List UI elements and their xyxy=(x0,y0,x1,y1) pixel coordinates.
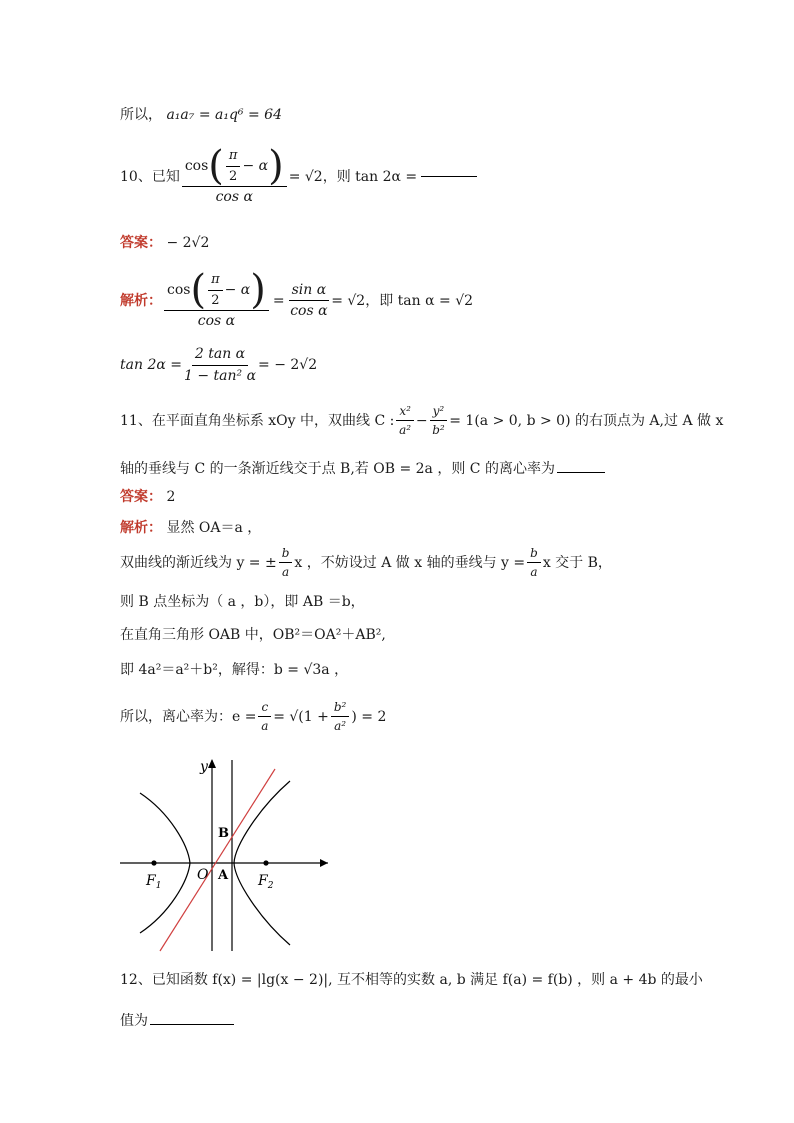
answer-10 xyxy=(120,236,209,250)
solution-11-line-6 xyxy=(120,700,386,734)
question-11-condition: = 1(a > 0, b > 0) 的右顶点为 A,过 A 做 x xyxy=(449,412,724,429)
two-denominator: 2 xyxy=(211,292,220,308)
question-10-numerator xyxy=(182,143,287,190)
b2-over-a2 xyxy=(331,700,350,734)
frac-a: a xyxy=(282,565,290,580)
question-10-mid: ，则 tan 2α = xyxy=(322,168,418,185)
question-11-text-2: 轴的垂线与 C 的一条渐近线交于点 B,若 OB = 2a ，则 C 的离心率为 xyxy=(120,461,555,477)
sqrt-open: = √(1 + xyxy=(273,708,329,725)
question-11-text: 11、在平面直角坐标系 xOy 中，双曲线 C : xyxy=(120,412,395,429)
hyperbola-figure xyxy=(110,755,335,955)
tan-double-angle-fraction xyxy=(184,346,256,385)
solution-10-fraction-1 xyxy=(164,267,269,330)
question-10-fraction xyxy=(182,143,287,206)
asymptote-text-3: x 交于 B， xyxy=(542,554,612,571)
focus-2-point xyxy=(263,860,268,865)
pi-symbol: π xyxy=(226,148,241,167)
frac-b: b xyxy=(527,546,541,563)
x2-over-a2 xyxy=(396,404,414,438)
solution-11-text-4: 在直角三角形 OAB 中，OB²＝OA²＋AB², xyxy=(120,627,386,643)
solution-10-numerator xyxy=(164,267,269,314)
question-12-line-1 xyxy=(120,973,703,987)
y2-over-b2 xyxy=(430,404,448,438)
origin-label: O xyxy=(197,867,209,883)
b-squared: b² xyxy=(432,423,445,438)
frac-a: a xyxy=(261,719,269,734)
sin-alpha: sin α xyxy=(289,282,330,302)
solution-11-line-5 xyxy=(120,663,348,677)
cos-alpha: cos α xyxy=(290,303,328,320)
y-axis-label: y xyxy=(200,759,208,775)
question-11-line-1 xyxy=(120,404,723,438)
question-11-line-2 xyxy=(120,462,605,476)
left-paren: ( xyxy=(208,143,224,190)
question-10-denominator: cos α xyxy=(215,189,253,206)
eccentricity-text: 所以，离心率为：e = xyxy=(120,708,257,725)
x-squared: x² xyxy=(396,404,414,421)
x-axis-arrow xyxy=(320,859,328,867)
equals-sign: = xyxy=(272,292,285,309)
answer-10-label: 答案： xyxy=(120,235,162,251)
solution-11-line-1 xyxy=(120,521,261,535)
intro-line xyxy=(120,108,282,122)
question-10-blank[interactable] xyxy=(421,176,477,177)
solution-10-label: 解析： xyxy=(120,292,162,309)
frac-b2: b² xyxy=(331,700,350,717)
y-squared: y² xyxy=(430,404,448,421)
question-11-blank[interactable] xyxy=(557,472,605,473)
focus-1-label: $F_1$ xyxy=(146,873,162,891)
eccentricity-result: ) = 2 xyxy=(351,708,387,725)
asymptote-text-2: x ，不妨设过 A 做 x 轴的垂线与 y = xyxy=(294,554,526,571)
solution-10 xyxy=(120,267,474,330)
question-12-text-2: 值为 xyxy=(120,1013,148,1029)
b-over-a xyxy=(527,546,541,580)
question-12-text: 12、已知函数 f(x) = |lg(x − 2)|, 互不相等的实数 a, b 满足 f(a) = f(b) ，则 a + 4b 的最小 xyxy=(120,972,703,988)
cos-label: cos xyxy=(184,157,209,174)
question-10 xyxy=(120,143,477,206)
question-12-blank[interactable] xyxy=(150,1024,234,1025)
solution-10-mid: ，即 tan α = √2 xyxy=(365,292,474,309)
solution-11-line-4 xyxy=(120,628,386,642)
a-squared: a² xyxy=(399,423,412,438)
answer-11-label: 答案： xyxy=(120,489,162,505)
point-A-label: A xyxy=(218,868,229,883)
question-10-equals: = √2 xyxy=(288,168,323,185)
solution-11-label: 解析： xyxy=(120,520,162,536)
tan-2alpha: tan 2α = xyxy=(120,357,182,374)
point-B-label: B xyxy=(218,826,229,841)
y-axis-arrow xyxy=(208,759,216,768)
c-over-a xyxy=(258,700,271,734)
tan-result: = − 2√2 xyxy=(258,357,318,374)
frac-a2: a² xyxy=(334,719,347,734)
right-paren: ) xyxy=(250,267,266,314)
cos-label: cos xyxy=(167,281,191,298)
solution-10-denominator: cos α xyxy=(197,313,236,330)
tan-denominator: 1 − tan² α xyxy=(183,367,257,384)
solution-11-text-3: 则 B 点坐标为（ a ，b），即 AB ＝b， xyxy=(120,594,365,610)
frac-b: b xyxy=(279,546,293,563)
asymptote-line xyxy=(160,769,275,951)
answer-11 xyxy=(120,490,175,504)
pi-over-two xyxy=(208,272,223,308)
tan-numerator: 2 tan α xyxy=(192,346,248,366)
minus-alpha: − α xyxy=(242,157,269,174)
two-denominator: 2 xyxy=(229,168,238,184)
left-paren: ( xyxy=(190,267,207,314)
b-over-a xyxy=(279,546,293,580)
question-10-prefix: 10、已知 xyxy=(120,168,180,185)
solution-11-text-5: 即 4a²＝a²＋b²，解得：b = √3a ， xyxy=(120,662,349,678)
question-12-line-2 xyxy=(120,1014,234,1028)
minus-alpha: − α xyxy=(224,281,251,298)
focus-2-label: $F_2$ xyxy=(258,873,274,891)
solution-11-line-3 xyxy=(120,595,365,609)
solution-10-line-2 xyxy=(120,346,317,385)
right-paren: ) xyxy=(268,143,284,190)
focus-1-point xyxy=(151,860,156,865)
intro-math: a₁a₇ = a₁q⁶ = 64 xyxy=(166,107,282,123)
frac-a: a xyxy=(530,565,538,580)
answer-11-value: 2 xyxy=(166,489,176,505)
pi-over-two xyxy=(226,148,241,184)
minus-sign: − xyxy=(415,412,428,429)
solution-10-fraction-2 xyxy=(289,282,330,321)
pi-symbol: π xyxy=(208,272,223,291)
answer-10-value: − 2√2 xyxy=(166,235,210,251)
solution-10-equals: = √2 xyxy=(331,292,366,309)
frac-c: c xyxy=(258,700,271,717)
solution-11-text-1: 显然 OA＝a ， xyxy=(166,520,262,536)
intro-text: 所以， xyxy=(120,107,162,123)
asymptote-text: 双曲线的渐近线为 y = ± xyxy=(120,554,277,571)
solution-11-line-2 xyxy=(120,546,612,580)
